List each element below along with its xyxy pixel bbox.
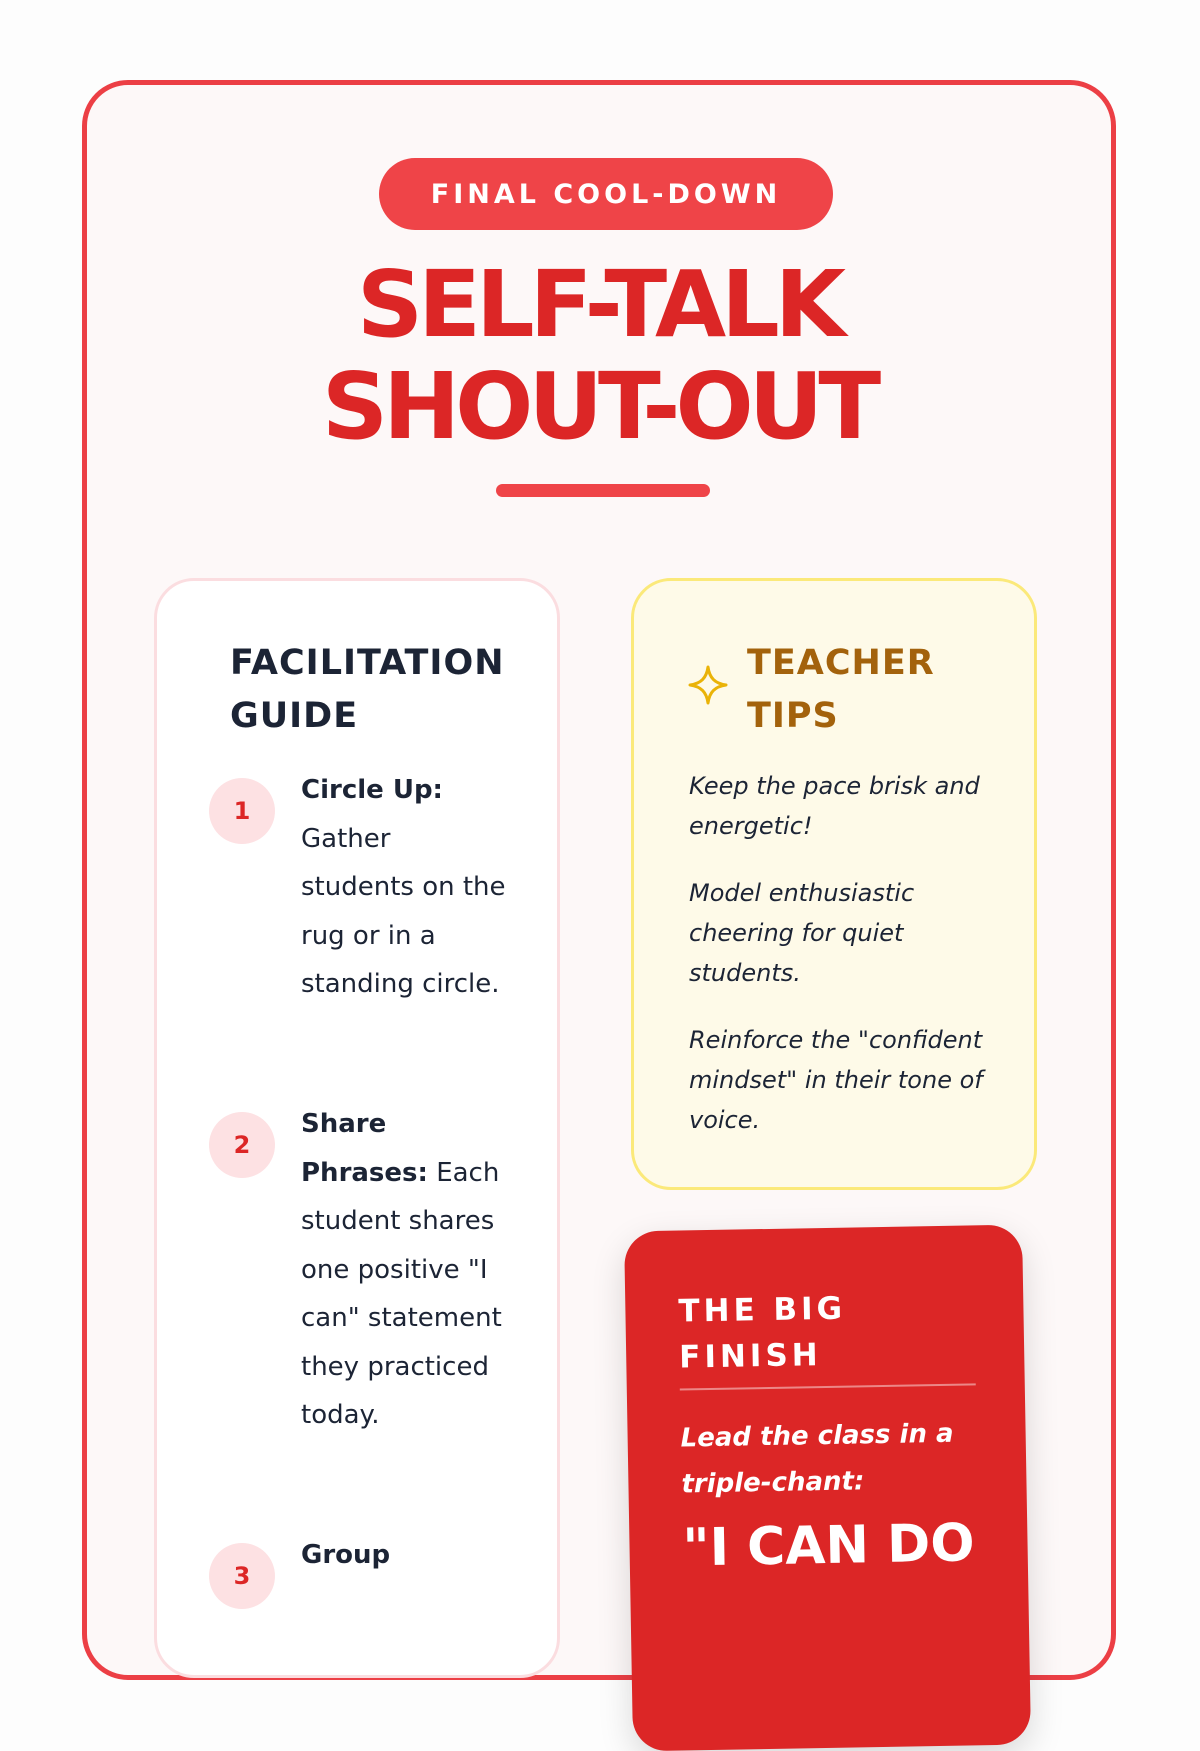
- step-heading: Circle Up:: [301, 775, 443, 805]
- title-underline: [496, 484, 710, 497]
- teacher-tip: Keep the pace brisk and energetic!: [689, 772, 980, 840]
- facilitation-guide-panel: [154, 578, 560, 1678]
- big-finish-title: THE BIG FINISH: [678, 1290, 847, 1376]
- step-text: [301, 1100, 506, 1440]
- step-number: 1: [209, 778, 275, 844]
- step-text: [301, 766, 506, 1009]
- facilitation-guide-title: FACILITATION GUIDE: [230, 643, 505, 736]
- page-title-line-1: SELF-TALK: [356, 251, 842, 358]
- step-body: Gather students on the rug or in a standing circle.: [301, 823, 506, 999]
- cooldown-badge: FINAL COOL-DOWN: [379, 158, 833, 230]
- big-finish-instruction: Lead the class in a triple-chant:: [680, 1418, 954, 1500]
- step-heading: Group: [301, 1540, 391, 1570]
- big-finish-panel: [624, 1225, 1031, 1751]
- step-number: 2: [209, 1112, 275, 1178]
- step-body: Each student shares one positive "I can" statement they practiced today.: [301, 1157, 502, 1430]
- teacher-tips-title: TEACHER TIPS: [747, 643, 935, 736]
- teacher-tip: Reinforce the "confident mindset" in their tone of voice.: [689, 1026, 983, 1134]
- teacher-tips-panel: [631, 578, 1037, 1190]
- big-finish-chant: "I CAN DO: [682, 1513, 976, 1579]
- activity-card: [82, 80, 1116, 1680]
- big-finish-divider: [680, 1383, 976, 1390]
- page-title-line-2: SHOUT-OUT: [321, 353, 877, 460]
- teacher-tip: Model enthusiastic cheering for quiet students.: [689, 879, 915, 987]
- step-heading: Share Phrases:: [301, 1109, 428, 1188]
- step-number: 3: [209, 1543, 275, 1609]
- sparkle-icon: [688, 665, 728, 705]
- step-text: [301, 1531, 506, 1580]
